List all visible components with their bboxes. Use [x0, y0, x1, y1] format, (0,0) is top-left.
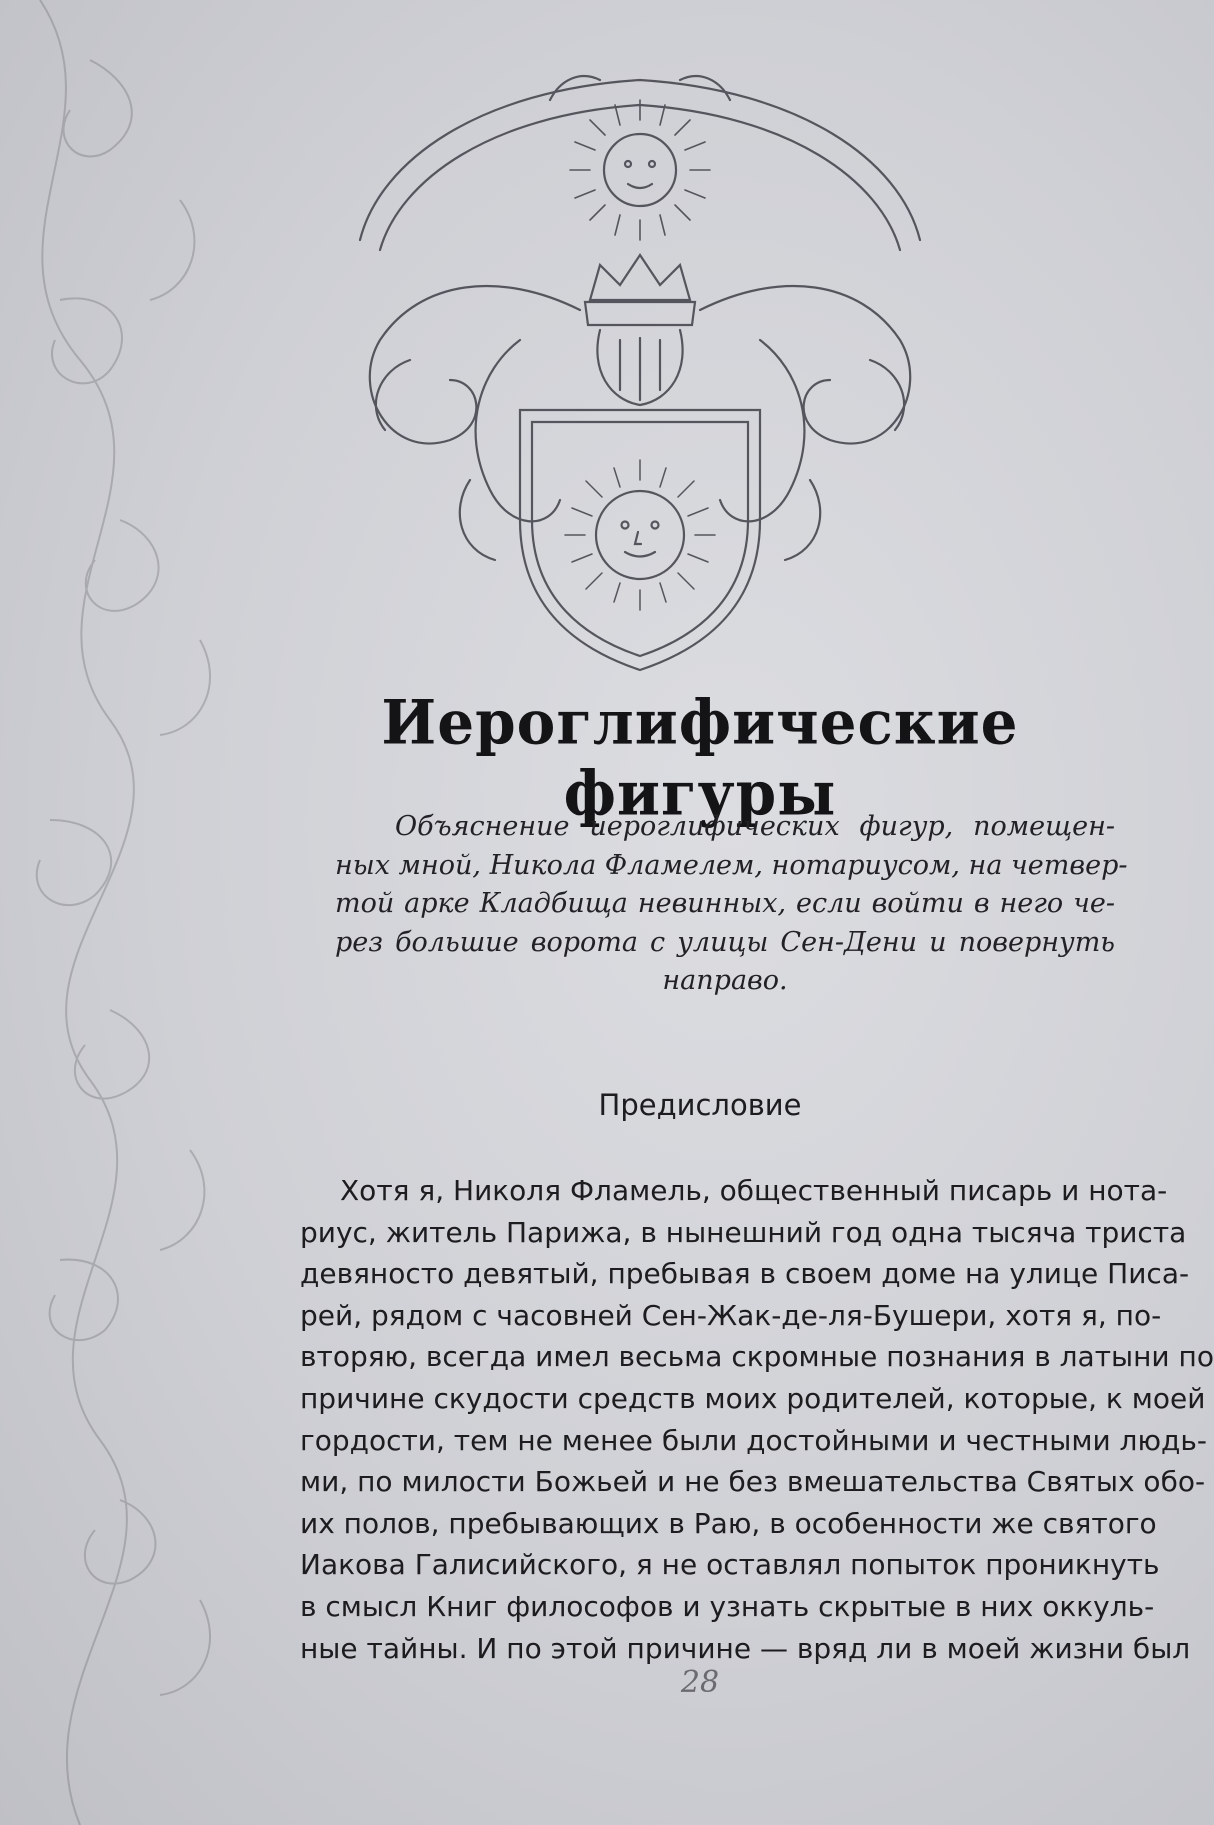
body-paragraph — [300, 1170, 1214, 1669]
body-line: девяносто девятый, пребывая в своем доме на улице Писа- — [300, 1257, 1190, 1291]
body-line: ми, по милости Божьей и не без вмешательства Святых обо- — [300, 1465, 1206, 1499]
body-line: рей, рядом с часовней Сен-Жак-де-ля-Бушери, хотя я, по- — [300, 1298, 1162, 1332]
intro-paragraph — [335, 808, 1128, 1001]
coat-of-arms-emblem — [320, 40, 960, 680]
floral-ornament-border — [0, 0, 300, 1825]
section-heading: Предисловие — [598, 1088, 802, 1122]
body-line: их полов, пребывающих в Раю, в особенности же святого — [300, 1506, 1157, 1540]
intro-line: рез большие ворота с улицы Сен-Дени и повернуть — [335, 926, 1115, 958]
chapter-title: Иероглифические фигуры — [381, 686, 1019, 830]
intro-line: Объяснение иероглифических фигур, помещен- — [395, 811, 1115, 842]
body-line: Иакова Галисийского, я не оставлял попыток проникнуть — [300, 1548, 1160, 1582]
intro-line: ных мной, Никола Фламелем, нотариусом, на четвер- — [335, 849, 1128, 881]
page-number: 28 — [680, 1665, 720, 1700]
intro-line: той арке Кладбища невинных, если войти в него че- — [335, 888, 1115, 919]
body-line: ные тайны. И по этой причине — вряд ли в моей жизни был — [300, 1631, 1191, 1665]
body-line: в смысл Книг философов и узнать скрытые в них оккуль- — [300, 1589, 1155, 1623]
body-line: гордости, тем не менее были достойными и честными людь- — [300, 1423, 1207, 1457]
body-line: причине скудости средств моих родителей, которые, к моей — [300, 1381, 1206, 1415]
body-line: риус, житель Парижа, в нынешний год одна тысяча триста — [300, 1215, 1187, 1249]
body-line: Хотя я, Николя Фламель, общественный писарь и нота- — [340, 1174, 1168, 1207]
intro-line: направо. — [662, 965, 788, 996]
body-line: вторяю, всегда имел весьма скромные познания в латыни по — [300, 1340, 1214, 1374]
